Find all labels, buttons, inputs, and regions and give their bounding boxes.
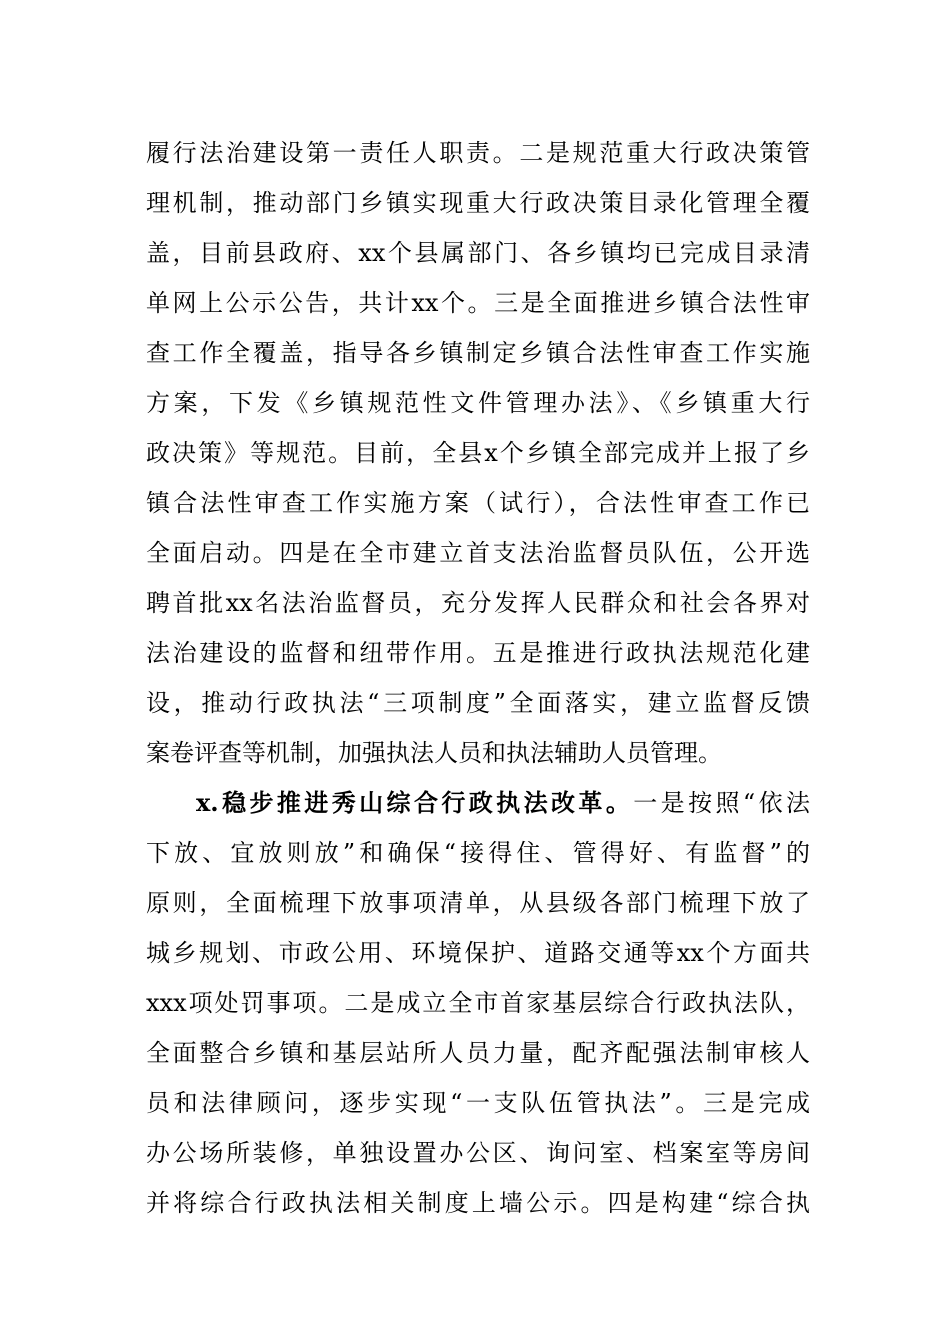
text-line: 全面整合乡镇和基层站所人员力量，配齐配强法制审核人 xyxy=(146,1039,810,1067)
text-line: 履行法治建设第一责任人职责。二是规范重大行政决策管 xyxy=(146,139,810,167)
text-line: 镇合法性审查工作实施方案（试行），合法性审查工作已 xyxy=(146,489,810,517)
section-heading: x.稳步推进秀山综合行政执法改革。 xyxy=(196,788,634,817)
text-line: 单网上公示公告，共计xx个。三是全面推进乡镇合法性审 xyxy=(146,289,810,317)
text-line: 并将综合行政执法相关制度上墙公示。四是构建“综合执 xyxy=(146,1189,810,1217)
text-line: 下放、宜放则放”和确保“接得住、管得好、有监督”的 xyxy=(146,839,810,867)
body-text xyxy=(146,128,810,1228)
text-line: 方案，下发《乡镇规范性文件管理办法》、《乡镇重大行 xyxy=(146,389,810,417)
text-line: 查工作全覆盖，指导各乡镇制定乡镇合法性审查工作实施 xyxy=(146,339,810,367)
text-line: 城乡规划、市政公用、环境保护、道路交通等xx个方面共 xyxy=(146,939,810,967)
text-line: 法治建设的监督和纽带作用。五是推进行政执法规范化建 xyxy=(146,639,810,667)
paragraph-2 xyxy=(146,778,810,1228)
text-line: 设，推动行政执法“三项制度”全面落实，建立监督反馈 xyxy=(146,689,810,717)
text-line: xxx项处罚事项。二是成立全市首家基层综合行政执法队， xyxy=(146,989,810,1017)
text-line: 办公场所装修，单独设置办公区、询问室、档案室等房间 xyxy=(146,1139,810,1167)
text-line: 案卷评查等机制，加强执法人员和执法辅助人员管理。 xyxy=(146,739,722,767)
text-line: 原则，全面梳理下放事项清单，从县级各部门梳理下放了 xyxy=(146,889,810,917)
text-line-first xyxy=(146,778,810,828)
text-line: 盖，目前县政府、xx个县属部门、各乡镇均已完成目录清 xyxy=(146,239,810,267)
text-run: 一是按照“依法 xyxy=(633,789,810,817)
paragraph-1 xyxy=(146,128,810,778)
text-line: 全面启动。四是在全市建立首支法治监督员队伍，公开选 xyxy=(146,539,810,567)
text-line: 聘首批xx名法治监督员，充分发挥人民群众和社会各界对 xyxy=(146,589,810,617)
text-line: 员和法律顾问，逐步实现“一支队伍管执法”。三是完成 xyxy=(146,1089,810,1117)
text-line: 理机制，推动部门乡镇实现重大行政决策目录化管理全覆 xyxy=(146,189,810,217)
text-line: 政决策》等规范。目前，全县x个乡镇全部完成并上报了乡 xyxy=(146,439,810,467)
